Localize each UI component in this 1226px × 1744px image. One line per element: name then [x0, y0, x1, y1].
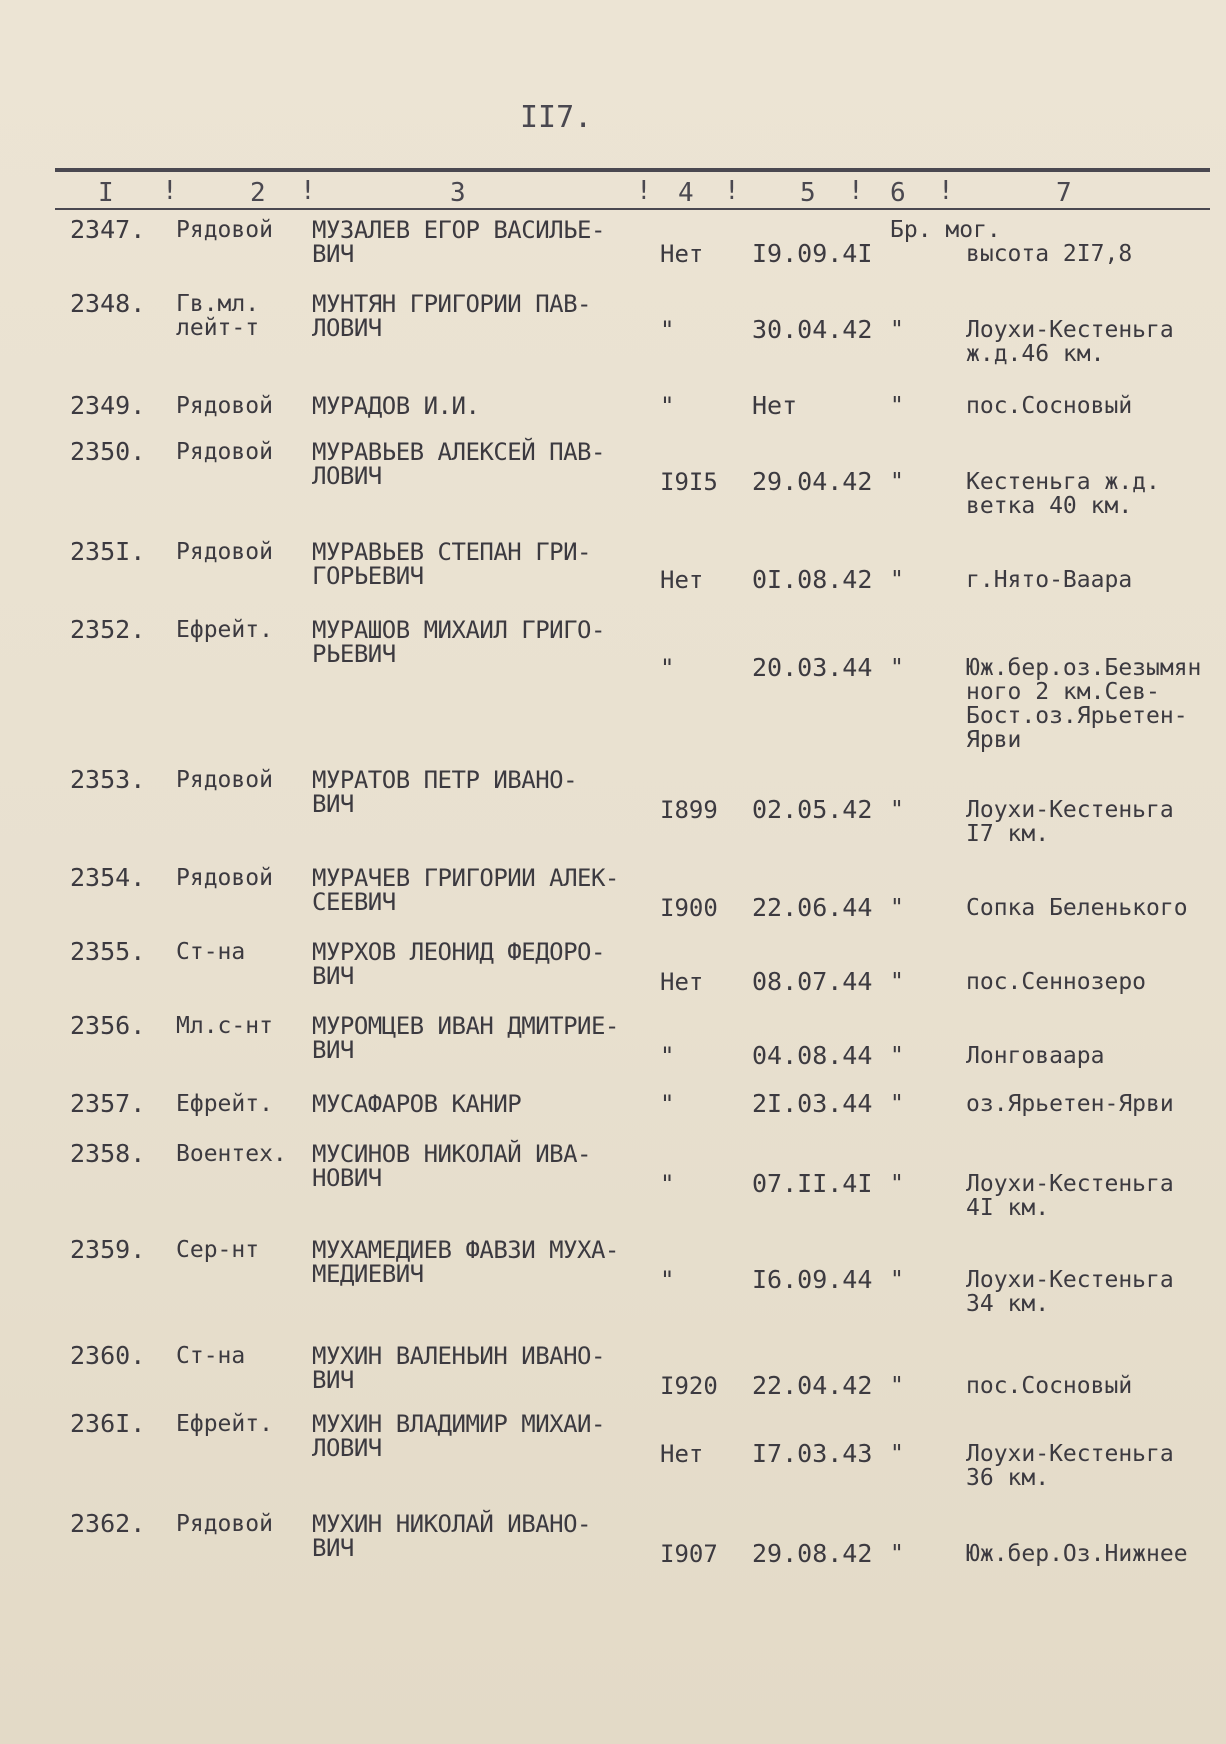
entry-number: 2352. — [70, 615, 146, 644]
header-col-6: 6 — [890, 178, 906, 208]
burial-mark: " — [890, 317, 904, 343]
header-col-2: 2 — [250, 178, 266, 208]
date: 02.05.42 — [752, 795, 873, 824]
burial-place: Лонговаара — [966, 1043, 1105, 1069]
birth-year: I9I5 — [660, 468, 718, 496]
birth-year: Нет — [660, 566, 704, 594]
entry-number: 2347. — [70, 215, 146, 244]
birth-year: I900 — [660, 894, 718, 922]
burial-place: Лоухи-Кестеньга 36 км. — [966, 1441, 1174, 1491]
full-name: МУНТЯН ГРИГОРИИ ПАВ- ЛОВИЧ — [312, 290, 591, 342]
full-name: МУРОМЦЕВ ИВАН ДМИТРИЕ- ВИЧ — [312, 1012, 619, 1064]
birth-year: " — [660, 1170, 675, 1198]
date: 22.06.44 — [752, 893, 873, 922]
full-name: МУРАТОВ ПЕТР ИВАНО- ВИЧ — [312, 766, 578, 818]
entry-number: 2355. — [70, 937, 146, 966]
burial-place: пос.Сосновый — [966, 393, 1133, 419]
full-name: МУРАВЬЕВ АЛЕКСЕЙ ПАВ- ЛОВИЧ — [312, 438, 605, 490]
date: 29.08.42 — [752, 1539, 873, 1568]
header-separator: ! — [636, 176, 652, 206]
burial-mark: " — [890, 1091, 904, 1117]
burial-place: Лоухи-Кестеньга ж.д.46 км. — [966, 317, 1174, 367]
rank: Рядовой — [176, 217, 273, 243]
full-name: МУРАВЬЕВ СТЕПАН ГРИ- ГОРЬЕВИЧ — [312, 538, 591, 590]
header-bottom-rule — [55, 208, 1210, 210]
birth-year: Нет — [660, 1440, 704, 1468]
birth-year: " — [660, 1090, 675, 1118]
rank: Ефрейт. — [176, 1411, 273, 1437]
entry-number: 2362. — [70, 1509, 146, 1538]
date: Нет — [752, 391, 798, 420]
rank: Ефрейт. — [176, 1091, 273, 1117]
burial-place: Сопка Беленького — [966, 895, 1188, 921]
birth-year: I899 — [660, 796, 718, 824]
date: 0I.08.42 — [752, 565, 873, 594]
full-name: МУСИНОВ НИКОЛАЙ ИВА- НОВИЧ — [312, 1140, 591, 1192]
page-number: II7. — [520, 100, 593, 135]
full-name: МУРХОВ ЛЕОНИД ФЕДОРО- ВИЧ — [312, 938, 605, 990]
header-separator: ! — [848, 176, 864, 206]
date: 08.07.44 — [752, 967, 873, 996]
birth-year: " — [660, 1266, 675, 1294]
rank: Рядовой — [176, 393, 273, 419]
header-col-3: 3 — [450, 178, 466, 208]
header-separator: ! — [724, 176, 740, 206]
full-name: МУХИН ВАЛЕНЬИН ИВАНО- ВИЧ — [312, 1342, 605, 1394]
header-col-7: 7 — [1056, 178, 1072, 208]
header-separator: ! — [162, 176, 178, 206]
date: 22.04.42 — [752, 1371, 873, 1400]
burial-place: Юж.бер.Оз.Нижнее — [966, 1541, 1188, 1567]
date: 29.04.42 — [752, 467, 873, 496]
burial-mark: " — [890, 895, 904, 921]
birth-year: I920 — [660, 1372, 718, 1400]
entry-number: 2360. — [70, 1341, 146, 1370]
birth-year: I907 — [660, 1540, 718, 1568]
entry-number: 2348. — [70, 289, 146, 318]
burial-mark: " — [890, 655, 904, 681]
rank: Ефрейт. — [176, 617, 273, 643]
burial-place: высота 2I7,8 — [966, 241, 1133, 267]
rank: Рядовой — [176, 539, 273, 565]
entry-number: 2353. — [70, 765, 146, 794]
rank: Рядовой — [176, 439, 273, 465]
entry-number: 2349. — [70, 391, 146, 420]
rank: Рядовой — [176, 767, 273, 793]
birth-year: Нет — [660, 240, 704, 268]
full-name: МУРАЧЕВ ГРИГОРИИ АЛЕК- СЕЕВИЧ — [312, 864, 619, 916]
rank: Ст-на — [176, 1343, 246, 1369]
burial-place: пос.Сосновый — [966, 1373, 1133, 1399]
full-name: МУХАМЕДИЕВ ФАВЗИ МУХА- МЕДИЕВИЧ — [312, 1236, 619, 1288]
entry-number: 235I. — [70, 537, 146, 566]
entry-number: 2357. — [70, 1089, 146, 1118]
rank: Ст-на — [176, 939, 246, 965]
full-name: МУРАШОВ МИХАИЛ ГРИГО- РЬЕВИЧ — [312, 616, 605, 668]
burial-place: Лоухи-Кестеньга 4I км. — [966, 1171, 1174, 1221]
date: 20.03.44 — [752, 653, 873, 682]
rank: Гв.мл. лейт-т — [176, 291, 260, 341]
burial-place: г.Нято-Ваара — [966, 567, 1133, 593]
header-top-rule — [55, 168, 1210, 172]
rank: Мл.с-нт — [176, 1013, 273, 1039]
rank: Рядовой — [176, 1511, 273, 1537]
birth-year: " — [660, 392, 675, 420]
burial-mark: " — [890, 393, 904, 419]
date: I6.09.44 — [752, 1265, 873, 1294]
burial-mark: " — [890, 969, 904, 995]
birth-year: " — [660, 654, 675, 682]
burial-place: Кестеньга ж.д. ветка 40 км. — [966, 469, 1160, 519]
entry-number: 2354. — [70, 863, 146, 892]
full-name: МУСАФАРОВ КАНИР — [312, 1090, 522, 1118]
header-separator: ! — [938, 176, 954, 206]
burial-mark: " — [890, 797, 904, 823]
burial-mark: " — [890, 469, 904, 495]
date: 07.II.4I — [752, 1169, 873, 1198]
entry-number: 2350. — [70, 437, 146, 466]
full-name: МУХИН НИКОЛАЙ ИВАНО- ВИЧ — [312, 1510, 591, 1562]
entry-number: 236I. — [70, 1409, 146, 1438]
burial-mark: " — [890, 1171, 904, 1197]
birth-year: Нет — [660, 968, 704, 996]
burial-mark: " — [890, 1373, 904, 1399]
header-col-1: I — [98, 178, 114, 208]
full-name: МУРАДОВ И.И. — [312, 392, 480, 420]
entry-number: 2356. — [70, 1011, 146, 1040]
date: 30.04.42 — [752, 315, 873, 344]
rank: Сер-нт — [176, 1237, 260, 1263]
rank: Воентех. — [176, 1141, 287, 1167]
date: I7.03.43 — [752, 1439, 873, 1468]
burial-mark: " — [890, 1267, 904, 1293]
header-col-5: 5 — [800, 178, 816, 208]
burial-place: Лоухи-Кестеньга I7 км. — [966, 797, 1174, 847]
entry-number: 2359. — [70, 1235, 146, 1264]
birth-year: " — [660, 1042, 675, 1070]
entry-number: 2358. — [70, 1139, 146, 1168]
burial-place: оз.Ярьетен-Ярви — [966, 1091, 1174, 1117]
date: I9.09.4I — [752, 239, 873, 268]
burial-mark: " — [890, 1043, 904, 1069]
burial-mark: Бр. мог. — [890, 217, 1001, 243]
date: 2I.03.44 — [752, 1089, 873, 1118]
rank: Рядовой — [176, 865, 273, 891]
burial-mark: " — [890, 1541, 904, 1567]
birth-year: " — [660, 316, 675, 344]
burial-place: Лоухи-Кестеньга 34 км. — [966, 1267, 1174, 1317]
burial-place: Юж.бер.оз.Безымян ного 2 км.Сев- Бост.оз.Ярьетен- Ярви — [966, 655, 1202, 753]
date: 04.08.44 — [752, 1041, 873, 1070]
header-col-4: 4 — [678, 178, 694, 208]
full-name: МУХИН ВЛАДИМИР МИХАИ- ЛОВИЧ — [312, 1410, 605, 1462]
full-name: МУЗАЛЕВ ЕГОР ВАСИЛЬЕ- ВИЧ — [312, 216, 605, 268]
burial-place: пос.Сеннозеро — [966, 969, 1147, 995]
header-separator: ! — [300, 176, 316, 206]
burial-mark: " — [890, 1441, 904, 1467]
burial-mark: " — [890, 567, 904, 593]
